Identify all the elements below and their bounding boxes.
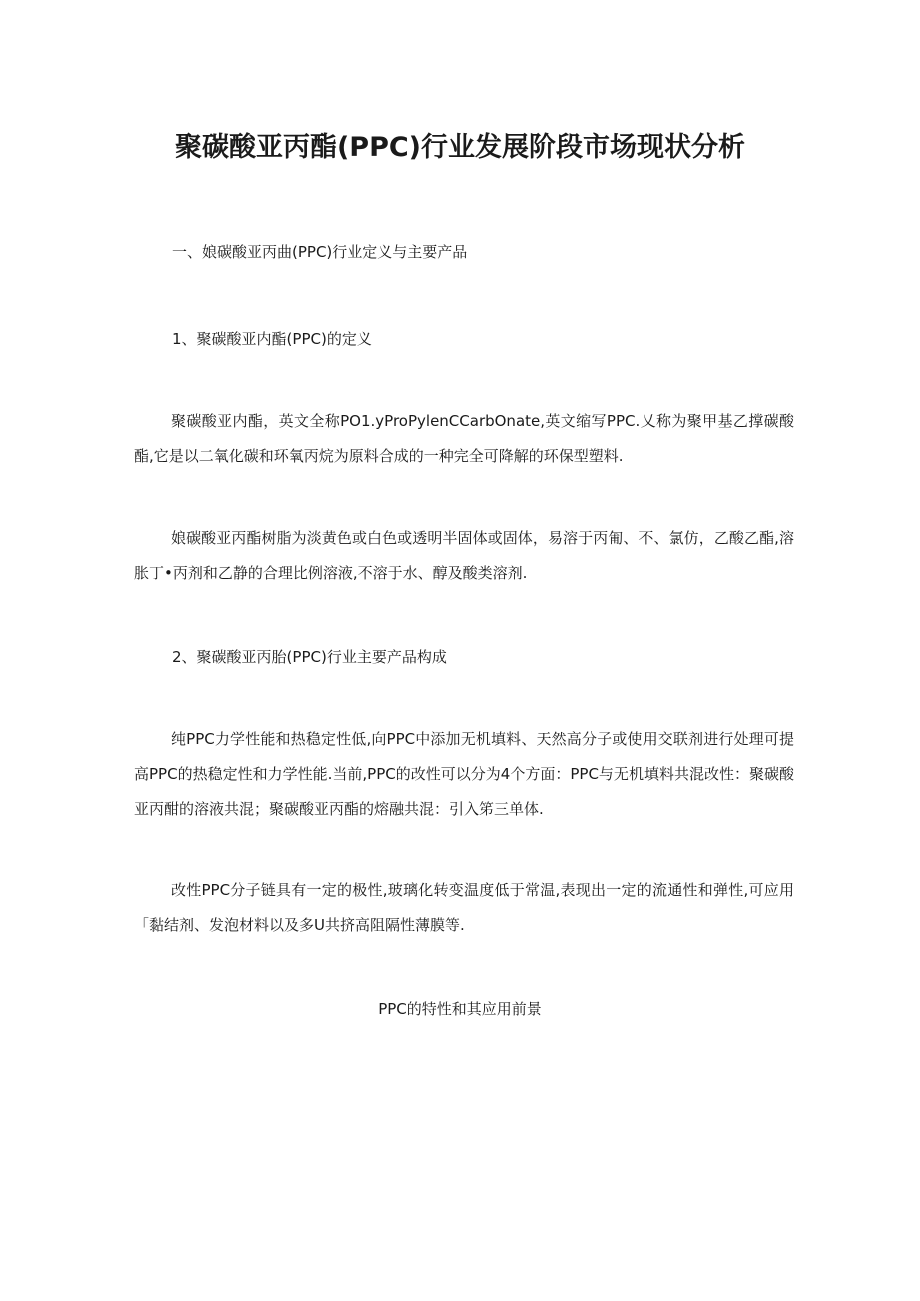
paragraph-definition: 聚碳酸亚内酯，英文全称PO1.yProPylenCCarbOnate,英文缩写PPC.乂称为聚甲基乙撑碳酸酯,它是以二氧化碳和环氧丙烷为原料合成的一种完全可降解的环保型塑料. [134,412,794,465]
paragraph-applications: 改性PPC分子链具有一定的极性,玻璃化转变温度低于常温,表现出一定的流通性和弹性,可应用「黏结剂、发泡材料以及多U共挤高阻隔性薄膜等. [134,881,794,934]
subsection-heading-2: 2、聚碳酸亚丙胎(PPC)行业主要产品构成 [172,648,447,666]
document-title: 聚碳酸亚丙酯(PPC)行业发展阶段市场现状分析 [174,132,746,163]
section-heading-1: 一、娘碳酸亚丙曲(PPC)行业定义与主要产品 [172,243,468,261]
subsection-heading-1: 1、聚碳酸亚内酯(PPC)的定义 [172,330,372,348]
paragraph-modification: 纯PPC力学性能和热稳定性低,向PPC中添加无机填料、天然高分子或使用交联剂进行处理可提高PPC的热稳定性和力学性能.当前,PPC的改性可以分为4个方面：PPC与无机填料共混改性：聚碳酸亚丙酣的溶液共混；聚碳酸亚丙酯的熔融共混：引入笫三单体. [134,730,794,818]
paragraph-properties: 娘碳酸亚丙酯树脂为淡黄色或白色或透明半固体或固体，易溶于丙匍、不、氯仿，乙酸乙酯,溶胀丁•丙剂和乙静的合理比例溶液,不溶于水、醇及酸类溶剂. [134,529,794,582]
figure-caption: PPC的特性和其应用前景 [378,1000,542,1018]
